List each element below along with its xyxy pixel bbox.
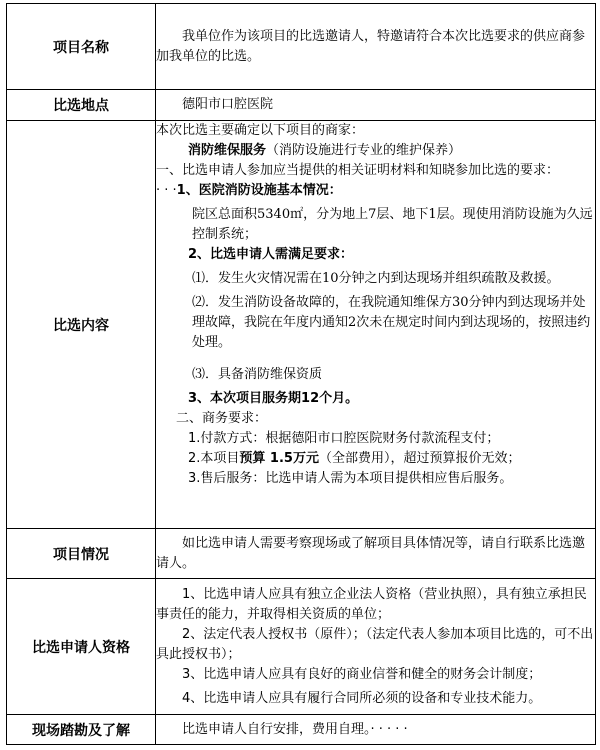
sub-1-text: 院区总面积5340㎡，分为地上7层、地下1层。现使用消防设施为久远控制系统； <box>192 207 593 242</box>
sub-2-title: 2、比选申请人需满足要求： <box>188 247 354 262</box>
label-site-visit: 现场踏勘及了解 <box>7 715 156 745</box>
sub-3-title: 3、本次项目服务期12个月。 <box>188 391 359 406</box>
qualification-item-1: 1、比选申请人应具有独立企业法人资格（营业执照），具有独立承担民事责任的能力，并取得相关资质的单位； <box>156 586 587 622</box>
business-3: 3.售后服务：比选申请人需为本项目提供相应售后服务。 <box>188 471 513 486</box>
row-site-visit <box>7 715 596 745</box>
service-note: （消防设施进行专业的维护保养） <box>266 143 462 158</box>
site-visit-text: 比选申请人自行安排，费用自理。· · · · · <box>182 721 408 737</box>
label-content: 比选内容 <box>7 121 156 529</box>
content-intro: 本次比选主要确定以下项目的商家： <box>156 123 365 138</box>
project-name-text: 我单位作为该项目的比选邀请人，特邀请符合本次比选要求的供应商参加我单位的比选。 <box>156 28 586 64</box>
label-qualification: 比选申请人资格 <box>7 579 156 715</box>
business-2-budget: 预算 1.5万元 <box>239 451 319 466</box>
row-qualification <box>7 579 596 715</box>
situation-text: 如比选申请人需要考察现场或了解项目具体情况等，请自行联系比选邀请人。 <box>156 535 586 571</box>
section-1-heading: 一、比选申请人参加应当提供的相关证明材料和知晓参加比选的要求： <box>156 163 560 178</box>
service-line <box>156 141 595 161</box>
content-project-name <box>156 4 596 90</box>
section-2-heading: 二、商务要求： <box>176 411 268 426</box>
qualification-item-4: 4、比选申请人应具有履行合同所必须的设备和专业技术能力。 <box>182 690 542 706</box>
sub-1-line <box>156 181 595 201</box>
sub-1-title: 1、医院消防设施基本情况： <box>176 183 342 198</box>
business-2-pre: 2.本项目 <box>188 451 240 466</box>
sub-1-prefix: · · · <box>156 183 177 198</box>
business-2 <box>156 449 595 469</box>
content-situation <box>156 529 596 579</box>
requirement-2: ⑵．发生消防设备故障的，在我院通知维保方30分钟内到达现场并处理故障，我院在年度内通知2次未在规定时间内到达现场的，按照违约处理。 <box>192 295 591 350</box>
requirement-1: ⑴．发生火灾情况需在10分钟之内到达现场并组织疏散及救援。 <box>192 271 560 286</box>
service-title: 消防维保服务 <box>188 143 267 158</box>
content-site-visit <box>156 715 596 745</box>
label-situation: 项目情况 <box>7 529 156 579</box>
qualification-item-3: 3、比选申请人应具有良好的商业信誉和健全的财务会计制度； <box>182 666 542 682</box>
row-content <box>7 121 596 529</box>
label-location: 比选地点 <box>7 90 156 121</box>
business-2-post: （全部费用），超过预算报价无效； <box>318 451 521 466</box>
row-situation <box>7 529 596 579</box>
row-project-name <box>7 4 596 90</box>
location-text: 德阳市口腔医院 <box>182 97 274 112</box>
content-location <box>156 90 596 121</box>
row-location <box>7 90 596 121</box>
qualification-item-2: 2、法定代表人授权书（原件）；（法定代表人参加本项目比选的，可不出具此授权书）； <box>156 626 594 662</box>
business-1: 1.付款方式：根据德阳市口腔医院财务付款流程支付； <box>188 431 500 446</box>
content-content <box>156 121 596 529</box>
content-qualification <box>156 579 596 715</box>
procurement-table <box>6 3 596 745</box>
requirement-3: ⑶．具备消防维保资质 <box>192 367 323 382</box>
label-project-name: 项目名称 <box>7 4 156 90</box>
